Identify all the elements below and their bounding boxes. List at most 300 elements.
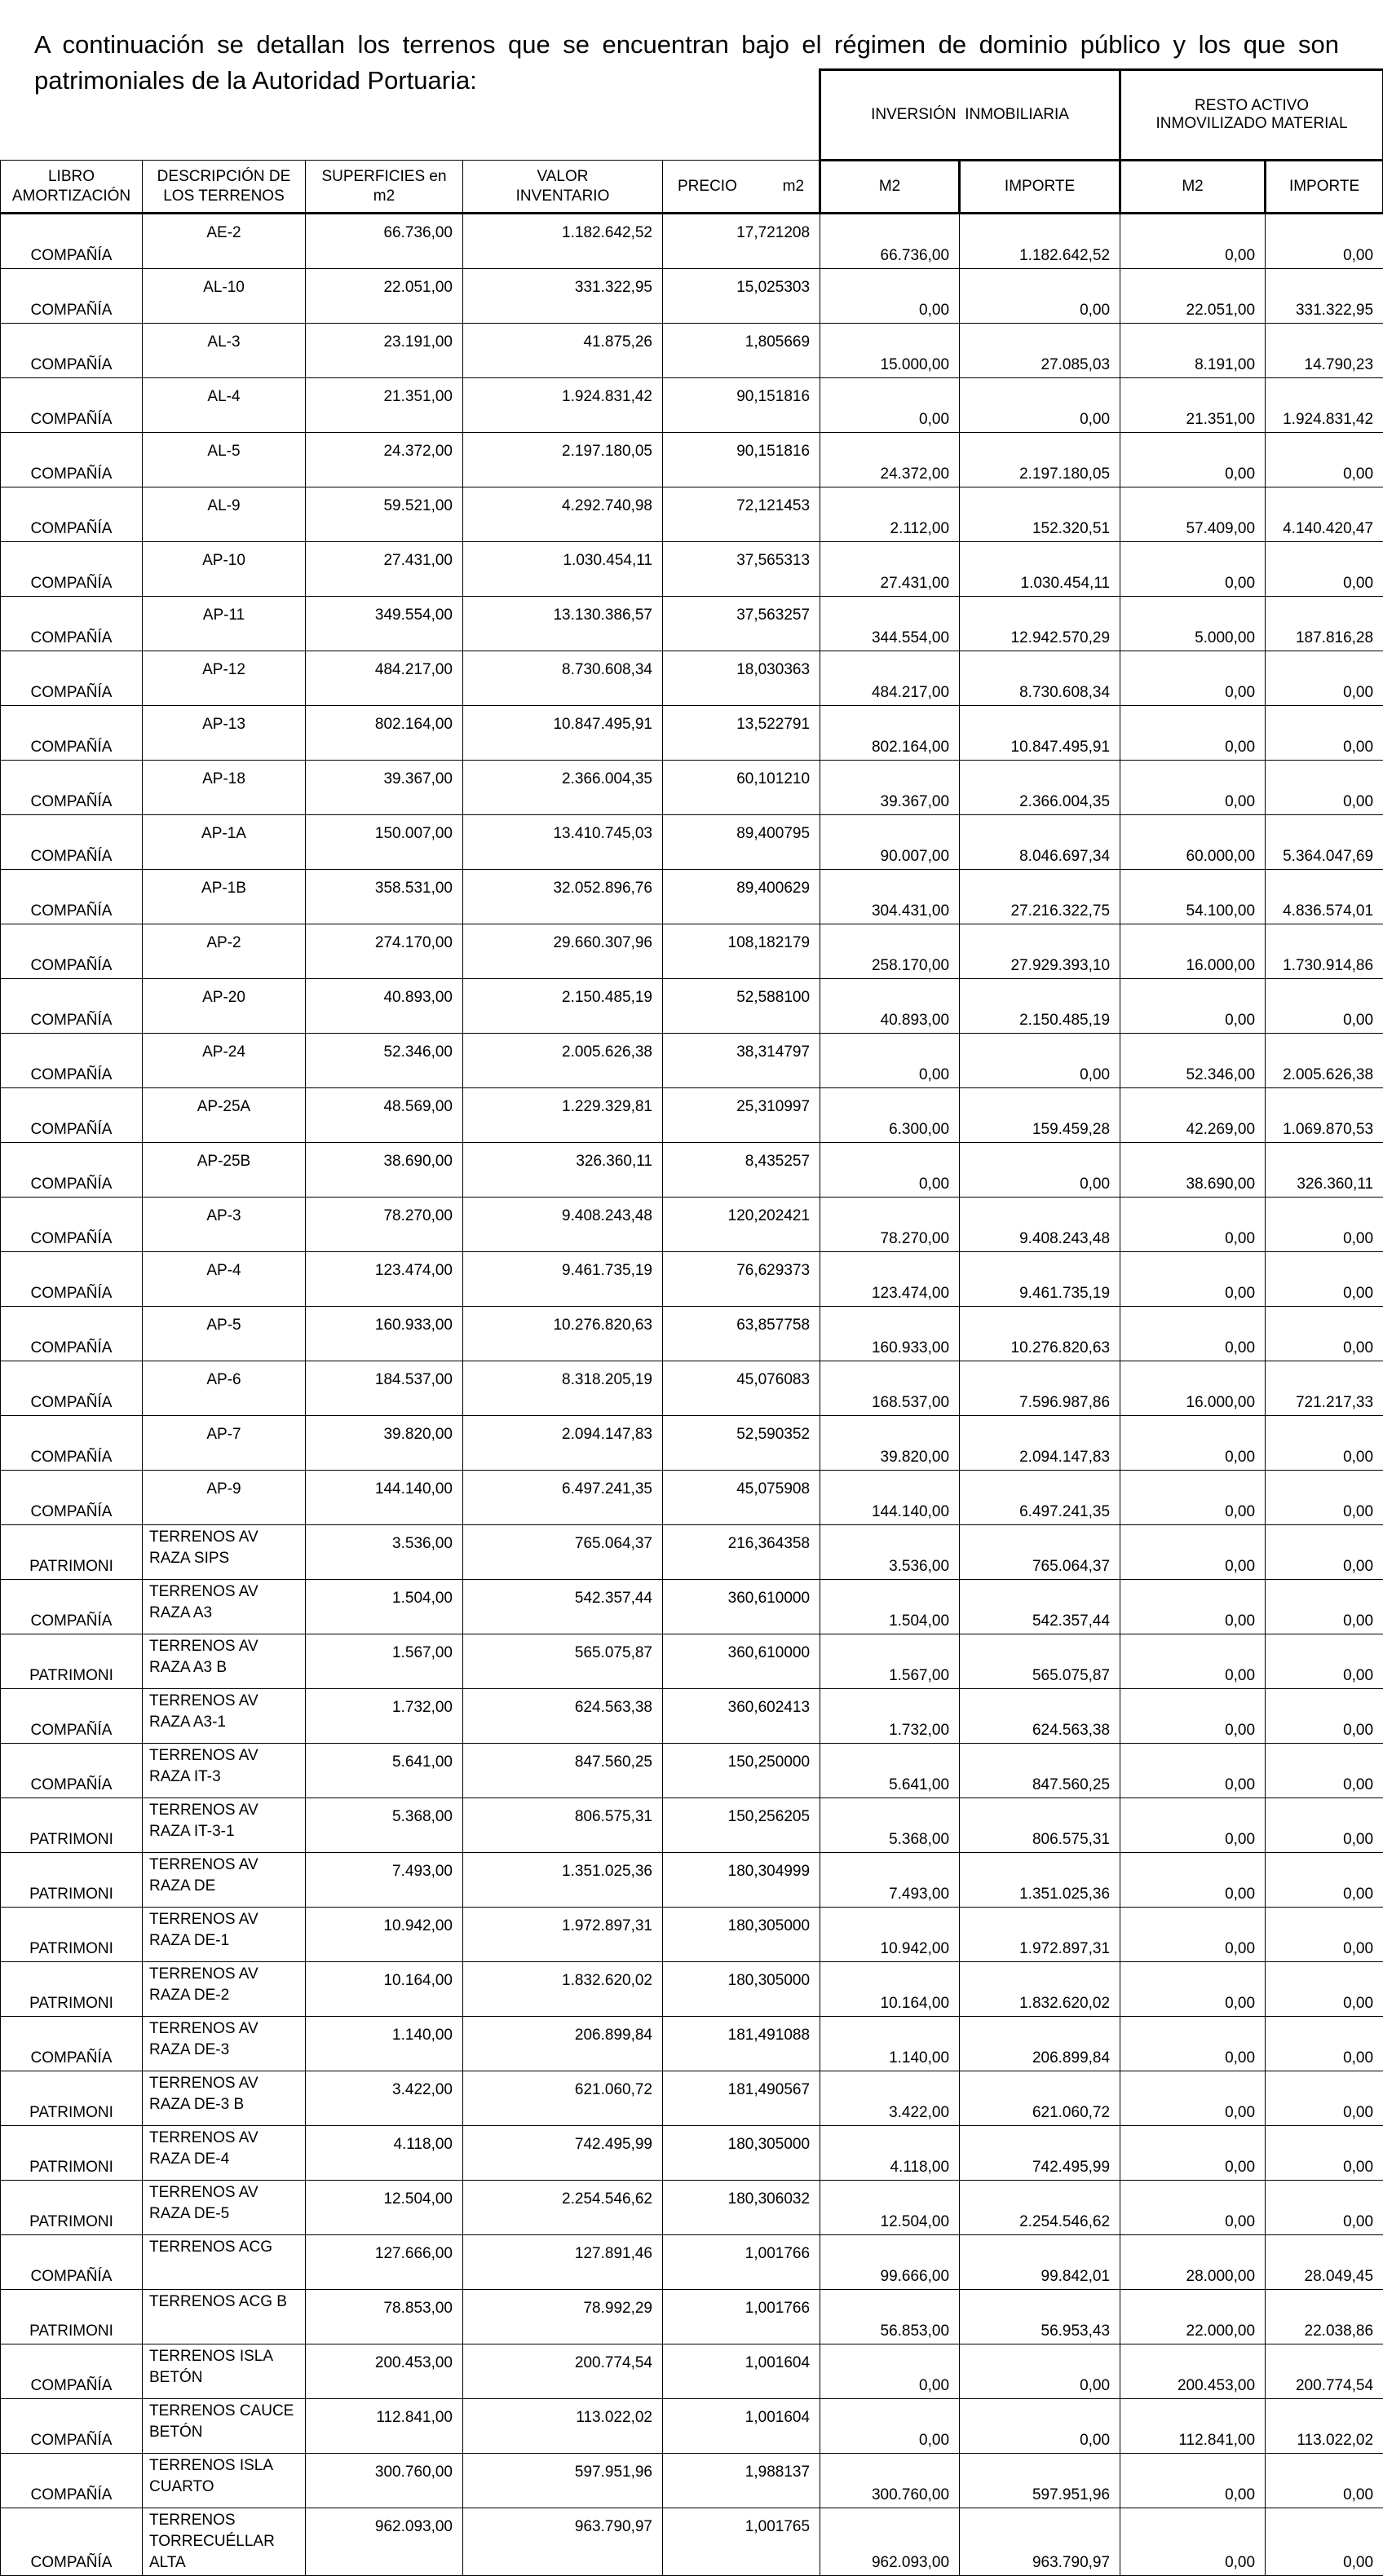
cell-precio-m2: 89,400795 [663, 815, 820, 870]
cell-libro: COMPAÑÍA [1, 924, 143, 979]
cell-precio-m2: 180,306032 [663, 2181, 820, 2235]
cell-resto-importe: 0,00 [1266, 2454, 1383, 2508]
cell-resto-m2: 0,00 [1120, 1689, 1266, 1744]
cell-resto-m2: 0,00 [1120, 1525, 1266, 1580]
cell-descripcion: TERRENOS ISLA CUARTO [143, 2454, 306, 2508]
cell-valor-inventario: 1.229.329,81 [463, 1088, 663, 1143]
cell-inversion-importe: 2.366.004,35 [960, 761, 1120, 815]
cell-inversion-importe: 56.953,43 [960, 2290, 1120, 2344]
cell-descripcion: AP-6 [143, 1361, 306, 1416]
table-row [1, 870, 1383, 924]
cell-resto-importe: 1.730.914,86 [1266, 924, 1383, 979]
cell-superficie: 349.554,00 [306, 597, 463, 651]
table-row [1, 924, 1383, 979]
cell-superficie: 127.666,00 [306, 2235, 463, 2290]
cell-superficie: 7.493,00 [306, 1853, 463, 1908]
cell-valor-inventario: 13.410.745,03 [463, 815, 663, 870]
table-row [1, 1798, 1383, 1853]
cell-precio-m2: 17,721208 [663, 214, 820, 269]
cell-inversion-m2: 344.554,00 [820, 597, 960, 651]
cell-inversion-m2: 168.537,00 [820, 1361, 960, 1416]
cell-resto-importe: 1.924.831,42 [1266, 378, 1383, 433]
cell-resto-importe: 0,00 [1266, 1252, 1383, 1307]
cell-inversion-importe: 621.060,72 [960, 2071, 1120, 2126]
cell-superficie: 1.567,00 [306, 1634, 463, 1689]
cell-resto-importe: 0,00 [1266, 1634, 1383, 1689]
cell-libro: COMPAÑÍA [1, 761, 143, 815]
cell-superficie: 40.893,00 [306, 979, 463, 1034]
cell-superficie: 24.372,00 [306, 433, 463, 487]
table-row [1, 1908, 1383, 1962]
cell-descripcion: AP-12 [143, 651, 306, 706]
table-row [1, 1034, 1383, 1088]
cell-precio-m2: 1,001604 [663, 2344, 820, 2399]
cell-libro: PATRIMONI [1, 1962, 143, 2017]
header-valor: VALOR INVENTARIO [463, 161, 663, 214]
cell-precio-m2: 181,491088 [663, 2017, 820, 2071]
cell-precio-m2: 360,610000 [663, 1634, 820, 1689]
cell-valor-inventario: 2.197.180,05 [463, 433, 663, 487]
cell-valor-inventario: 542.357,44 [463, 1580, 663, 1634]
cell-resto-m2: 0,00 [1120, 2508, 1266, 2576]
cell-inversion-importe: 159.459,28 [960, 1088, 1120, 1143]
table-row [1, 1962, 1383, 2017]
cell-superficie: 10.942,00 [306, 1908, 463, 1962]
cell-valor-inventario: 29.660.307,96 [463, 924, 663, 979]
cell-inversion-importe: 542.357,44 [960, 1580, 1120, 1634]
cell-inversion-m2: 300.760,00 [820, 2454, 960, 2508]
cell-inversion-m2: 78.270,00 [820, 1198, 960, 1252]
cell-valor-inventario: 6.497.241,35 [463, 1471, 663, 1525]
cell-libro: COMPAÑÍA [1, 2235, 143, 2290]
cell-resto-importe: 326.360,11 [1266, 1143, 1383, 1198]
cell-inversion-importe: 1.351.025,36 [960, 1853, 1120, 1908]
cell-libro: PATRIMONI [1, 2071, 143, 2126]
cell-resto-m2: 5.000,00 [1120, 597, 1266, 651]
cell-resto-m2: 28.000,00 [1120, 2235, 1266, 2290]
cell-inversion-importe: 765.064,37 [960, 1525, 1120, 1580]
cell-descripcion: AL-5 [143, 433, 306, 487]
cell-valor-inventario: 9.461.735,19 [463, 1252, 663, 1307]
cell-inversion-m2: 3.536,00 [820, 1525, 960, 1580]
cell-descripcion: AP-13 [143, 706, 306, 761]
cell-descripcion: AP-25B [143, 1143, 306, 1198]
table-row [1, 2290, 1383, 2344]
header-inversion-m2: M2 [820, 161, 960, 214]
cell-inversion-importe: 8.730.608,34 [960, 651, 1120, 706]
cell-inversion-importe: 9.461.735,19 [960, 1252, 1120, 1307]
cell-precio-m2: 180,305000 [663, 1908, 820, 1962]
cell-inversion-importe: 1.972.897,31 [960, 1908, 1120, 1962]
cell-superficie: 52.346,00 [306, 1034, 463, 1088]
cell-inversion-importe: 2.150.485,19 [960, 979, 1120, 1034]
header-precio-unit: m2 [783, 177, 804, 196]
cell-libro: COMPAÑÍA [1, 1143, 143, 1198]
cell-valor-inventario: 1.832.620,02 [463, 1962, 663, 2017]
cell-superficie: 5.368,00 [306, 1798, 463, 1853]
group-inversion-inmobiliaria: INVERSIÓN INMOBILIARIA [820, 70, 1120, 161]
cell-resto-importe: 0,00 [1266, 1471, 1383, 1525]
cell-precio-m2: 76,629373 [663, 1252, 820, 1307]
cell-precio-m2: 15,025303 [663, 269, 820, 324]
cell-inversion-importe: 27.085,03 [960, 324, 1120, 378]
cell-precio-m2: 1,001766 [663, 2235, 820, 2290]
cell-inversion-m2: 0,00 [820, 2399, 960, 2454]
cell-descripcion: TERRENOS TORRECUÉLLAR ALTA [143, 2508, 306, 2576]
cell-valor-inventario: 1.924.831,42 [463, 378, 663, 433]
cell-resto-m2: 38.690,00 [1120, 1143, 1266, 1198]
cell-valor-inventario: 113.022,02 [463, 2399, 663, 2454]
cell-inversion-m2: 5.368,00 [820, 1798, 960, 1853]
table-row [1, 815, 1383, 870]
cell-precio-m2: 181,490567 [663, 2071, 820, 2126]
cell-precio-m2: 1,001765 [663, 2508, 820, 2576]
cell-resto-m2: 0,00 [1120, 1634, 1266, 1689]
cell-superficie: 10.164,00 [306, 1962, 463, 2017]
cell-descripcion: TERRENOS AV RAZA DE-3 B [143, 2071, 306, 2126]
cell-precio-m2: 1,805669 [663, 324, 820, 378]
cell-valor-inventario: 2.254.546,62 [463, 2181, 663, 2235]
cell-resto-m2: 21.351,00 [1120, 378, 1266, 433]
cell-descripcion: AP-24 [143, 1034, 306, 1088]
table-row [1, 979, 1383, 1034]
cell-resto-m2: 54.100,00 [1120, 870, 1266, 924]
cell-inversion-importe: 0,00 [960, 2399, 1120, 2454]
cell-libro: COMPAÑÍA [1, 269, 143, 324]
cell-resto-m2: 0,00 [1120, 1962, 1266, 2017]
cell-precio-m2: 150,250000 [663, 1744, 820, 1798]
table-row [1, 1143, 1383, 1198]
cell-resto-m2: 0,00 [1120, 1853, 1266, 1908]
cell-resto-importe: 0,00 [1266, 1198, 1383, 1252]
cell-resto-m2: 0,00 [1120, 433, 1266, 487]
cell-descripcion: AP-1A [143, 815, 306, 870]
cell-libro: PATRIMONI [1, 1634, 143, 1689]
cell-inversion-m2: 12.504,00 [820, 2181, 960, 2235]
table-row [1, 2017, 1383, 2071]
cell-resto-importe: 331.322,95 [1266, 269, 1383, 324]
cell-resto-importe: 0,00 [1266, 2071, 1383, 2126]
cell-inversion-importe: 27.929.393,10 [960, 924, 1120, 979]
table-row [1, 2071, 1383, 2126]
cell-inversion-importe: 597.951,96 [960, 2454, 1120, 2508]
cell-inversion-m2: 4.118,00 [820, 2126, 960, 2181]
cell-precio-m2: 25,310997 [663, 1088, 820, 1143]
cell-libro: COMPAÑÍA [1, 979, 143, 1034]
cell-resto-m2: 0,00 [1120, 1471, 1266, 1525]
cell-resto-m2: 22.000,00 [1120, 2290, 1266, 2344]
cell-precio-m2: 72,121453 [663, 487, 820, 542]
intro-paragraph: A continuación se detallan los terrenos que se encuentran bajo el régimen de dominio público y los que son patrimoniales de la Autoridad Portuaria: [34, 27, 1339, 99]
cell-resto-m2: 0,00 [1120, 1307, 1266, 1361]
cell-inversion-m2: 802.164,00 [820, 706, 960, 761]
cell-superficie: 123.474,00 [306, 1252, 463, 1307]
cell-superficie: 5.641,00 [306, 1744, 463, 1798]
cell-valor-inventario: 742.495,99 [463, 2126, 663, 2181]
cell-libro: PATRIMONI [1, 1908, 143, 1962]
cell-inversion-m2: 3.422,00 [820, 2071, 960, 2126]
table-row [1, 651, 1383, 706]
group-resto-activo: RESTO ACTIVO INMOVILIZADO MATERIAL [1120, 70, 1383, 161]
cell-resto-importe: 28.049,45 [1266, 2235, 1383, 2290]
cell-libro: COMPAÑÍA [1, 1198, 143, 1252]
cell-libro: COMPAÑÍA [1, 1034, 143, 1088]
table-row [1, 324, 1383, 378]
cell-inversion-m2: 15.000,00 [820, 324, 960, 378]
cell-libro: COMPAÑÍA [1, 378, 143, 433]
cell-inversion-m2: 99.666,00 [820, 2235, 960, 2290]
cell-valor-inventario: 206.899,84 [463, 2017, 663, 2071]
cell-libro: COMPAÑÍA [1, 870, 143, 924]
cell-resto-importe: 0,00 [1266, 651, 1383, 706]
cell-superficie: 59.521,00 [306, 487, 463, 542]
cell-precio-m2: 150,256205 [663, 1798, 820, 1853]
cell-inversion-importe: 2.197.180,05 [960, 433, 1120, 487]
cell-resto-m2: 200.453,00 [1120, 2344, 1266, 2399]
cell-descripcion: TERRENOS AV RAZA IT-3-1 [143, 1798, 306, 1853]
cell-precio-m2: 180,305000 [663, 2126, 820, 2181]
table-row [1, 1252, 1383, 1307]
cell-resto-importe: 0,00 [1266, 761, 1383, 815]
cell-superficie: 22.051,00 [306, 269, 463, 324]
table-row [1, 2181, 1383, 2235]
cell-inversion-importe: 963.790,97 [960, 2508, 1120, 2576]
cell-libro: COMPAÑÍA [1, 651, 143, 706]
cell-descripcion: TERRENOS ACG [143, 2235, 306, 2290]
cell-inversion-m2: 2.112,00 [820, 487, 960, 542]
cell-resto-importe: 0,00 [1266, 214, 1383, 269]
cell-precio-m2: 216,364358 [663, 1525, 820, 1580]
cell-descripcion: AP-10 [143, 542, 306, 597]
group-header-row [1, 70, 1383, 161]
cell-superficie: 38.690,00 [306, 1143, 463, 1198]
cell-precio-m2: 180,305000 [663, 1962, 820, 2017]
cell-superficie: 78.853,00 [306, 2290, 463, 2344]
cell-resto-m2: 0,00 [1120, 2126, 1266, 2181]
cell-valor-inventario: 13.130.386,57 [463, 597, 663, 651]
cell-resto-m2: 0,00 [1120, 1798, 1266, 1853]
cell-valor-inventario: 8.318.205,19 [463, 1361, 663, 1416]
cell-valor-inventario: 624.563,38 [463, 1689, 663, 1744]
table-row [1, 1088, 1383, 1143]
cell-superficie: 21.351,00 [306, 378, 463, 433]
cell-resto-importe: 0,00 [1266, 1580, 1383, 1634]
cell-superficie: 1.504,00 [306, 1580, 463, 1634]
cell-descripcion: AP-5 [143, 1307, 306, 1361]
cell-valor-inventario: 1.182.642,52 [463, 214, 663, 269]
table-row [1, 706, 1383, 761]
header-precio-label: PRECIO [678, 177, 737, 196]
table-row [1, 597, 1383, 651]
cell-precio-m2: 45,076083 [663, 1361, 820, 1416]
cell-resto-m2: 52.346,00 [1120, 1034, 1266, 1088]
cell-resto-m2: 0,00 [1120, 1252, 1266, 1307]
cell-superficie: 3.536,00 [306, 1525, 463, 1580]
cell-valor-inventario: 621.060,72 [463, 2071, 663, 2126]
cell-descripcion: AL-4 [143, 378, 306, 433]
cell-libro: COMPAÑÍA [1, 2399, 143, 2454]
cell-inversion-m2: 7.493,00 [820, 1853, 960, 1908]
cell-libro: COMPAÑÍA [1, 324, 143, 378]
cell-resto-importe: 4.140.420,47 [1266, 487, 1383, 542]
cell-inversion-importe: 624.563,38 [960, 1689, 1120, 1744]
cell-inversion-importe: 0,00 [960, 378, 1120, 433]
cell-descripcion: TERRENOS AV RAZA A3 [143, 1580, 306, 1634]
cell-libro: COMPAÑÍA [1, 815, 143, 870]
cell-libro: COMPAÑÍA [1, 1361, 143, 1416]
cell-inversion-m2: 39.367,00 [820, 761, 960, 815]
cell-resto-m2: 0,00 [1120, 1416, 1266, 1471]
cell-resto-m2: 57.409,00 [1120, 487, 1266, 542]
cell-valor-inventario: 78.992,29 [463, 2290, 663, 2344]
cell-libro: PATRIMONI [1, 1798, 143, 1853]
header-resto-importe: IMPORTE [1266, 161, 1383, 214]
cell-libro: COMPAÑÍA [1, 1252, 143, 1307]
cell-valor-inventario: 326.360,11 [463, 1143, 663, 1198]
cell-descripcion: AP-25A [143, 1088, 306, 1143]
cell-resto-importe: 187.816,28 [1266, 597, 1383, 651]
cell-inversion-m2: 39.820,00 [820, 1416, 960, 1471]
cell-superficie: 4.118,00 [306, 2126, 463, 2181]
cell-descripcion: AP-1B [143, 870, 306, 924]
cell-valor-inventario: 200.774,54 [463, 2344, 663, 2399]
cell-superficie: 150.007,00 [306, 815, 463, 870]
cell-inversion-m2: 962.093,00 [820, 2508, 960, 2576]
table-row [1, 2344, 1383, 2399]
cell-valor-inventario: 41.875,26 [463, 324, 663, 378]
cell-valor-inventario: 565.075,87 [463, 1634, 663, 1689]
cell-libro: COMPAÑÍA [1, 1088, 143, 1143]
cell-resto-m2: 8.191,00 [1120, 324, 1266, 378]
cell-valor-inventario: 765.064,37 [463, 1525, 663, 1580]
cell-valor-inventario: 1.030.454,11 [463, 542, 663, 597]
cell-resto-importe: 0,00 [1266, 433, 1383, 487]
table-row [1, 542, 1383, 597]
cell-inversion-m2: 10.942,00 [820, 1908, 960, 1962]
cell-resto-importe: 0,00 [1266, 1416, 1383, 1471]
cell-libro: PATRIMONI [1, 2181, 143, 2235]
cell-precio-m2: 8,435257 [663, 1143, 820, 1198]
cell-inversion-m2: 1.567,00 [820, 1634, 960, 1689]
cell-resto-m2: 16.000,00 [1120, 1361, 1266, 1416]
cell-inversion-m2: 10.164,00 [820, 1962, 960, 2017]
cell-descripcion: TERRENOS AV RAZA DE-4 [143, 2126, 306, 2181]
header-inversion-importe: IMPORTE [960, 161, 1120, 214]
cell-superficie: 300.760,00 [306, 2454, 463, 2508]
cell-resto-m2: 0,00 [1120, 1198, 1266, 1252]
cell-valor-inventario: 847.560,25 [463, 1744, 663, 1798]
cell-precio-m2: 52,590352 [663, 1416, 820, 1471]
cell-valor-inventario: 10.847.495,91 [463, 706, 663, 761]
cell-inversion-importe: 99.842,01 [960, 2235, 1120, 2290]
cell-superficie: 78.270,00 [306, 1198, 463, 1252]
cell-resto-m2: 0,00 [1120, 1744, 1266, 1798]
cell-resto-importe: 0,00 [1266, 979, 1383, 1034]
table-row [1, 1580, 1383, 1634]
cell-descripcion: TERRENOS AV RAZA A3-1 [143, 1689, 306, 1744]
cell-resto-importe: 0,00 [1266, 2181, 1383, 2235]
cell-valor-inventario: 806.575,31 [463, 1798, 663, 1853]
cell-descripcion: TERRENOS AV RAZA SIPS [143, 1525, 306, 1580]
cell-inversion-importe: 206.899,84 [960, 2017, 1120, 2071]
cell-resto-m2: 60.000,00 [1120, 815, 1266, 870]
cell-inversion-importe: 847.560,25 [960, 1744, 1120, 1798]
cell-libro: COMPAÑÍA [1, 1307, 143, 1361]
cell-inversion-importe: 7.596.987,86 [960, 1361, 1120, 1416]
cell-valor-inventario: 8.730.608,34 [463, 651, 663, 706]
cell-resto-m2: 0,00 [1120, 1580, 1266, 1634]
cell-resto-m2: 112.841,00 [1120, 2399, 1266, 2454]
cell-resto-importe: 4.836.574,01 [1266, 870, 1383, 924]
cell-superficie: 160.933,00 [306, 1307, 463, 1361]
cell-resto-m2: 16.000,00 [1120, 924, 1266, 979]
cell-inversion-importe: 0,00 [960, 269, 1120, 324]
cell-descripcion: TERRENOS ISLA BETÓN [143, 2344, 306, 2399]
cell-inversion-m2: 0,00 [820, 1034, 960, 1088]
cell-superficie: 184.537,00 [306, 1361, 463, 1416]
table-row [1, 1361, 1383, 1416]
table-row [1, 2508, 1383, 2576]
table-row [1, 1471, 1383, 1525]
cell-precio-m2: 13,522791 [663, 706, 820, 761]
cell-resto-m2: 0,00 [1120, 2071, 1266, 2126]
cell-precio-m2: 360,602413 [663, 1689, 820, 1744]
cell-inversion-importe: 10.276.820,63 [960, 1307, 1120, 1361]
cell-resto-m2: 0,00 [1120, 979, 1266, 1034]
cell-libro: COMPAÑÍA [1, 2454, 143, 2508]
cell-precio-m2: 37,563257 [663, 597, 820, 651]
column-header-row [1, 161, 1383, 214]
cell-inversion-importe: 2.254.546,62 [960, 2181, 1120, 2235]
cell-resto-importe: 0,00 [1266, 1525, 1383, 1580]
cell-resto-importe: 2.005.626,38 [1266, 1034, 1383, 1088]
cell-precio-m2: 1,001604 [663, 2399, 820, 2454]
cell-inversion-importe: 9.408.243,48 [960, 1198, 1120, 1252]
cell-resto-m2: 0,00 [1120, 214, 1266, 269]
cell-valor-inventario: 963.790,97 [463, 2508, 663, 2576]
cell-precio-m2: 120,202421 [663, 1198, 820, 1252]
cell-valor-inventario: 32.052.896,76 [463, 870, 663, 924]
cell-libro: COMPAÑÍA [1, 1471, 143, 1525]
cell-libro: COMPAÑÍA [1, 433, 143, 487]
table-row [1, 1853, 1383, 1908]
cell-inversion-m2: 0,00 [820, 1143, 960, 1198]
cell-descripcion: TERRENOS AV RAZA DE [143, 1853, 306, 1908]
cell-inversion-importe: 806.575,31 [960, 1798, 1120, 1853]
cell-valor-inventario: 597.951,96 [463, 2454, 663, 2508]
cell-precio-m2: 37,565313 [663, 542, 820, 597]
cell-precio-m2: 45,075908 [663, 1471, 820, 1525]
cell-resto-importe: 721.217,33 [1266, 1361, 1383, 1416]
cell-superficie: 274.170,00 [306, 924, 463, 979]
cell-descripcion: AP-2 [143, 924, 306, 979]
table-row [1, 2126, 1383, 2181]
cell-precio-m2: 360,610000 [663, 1580, 820, 1634]
cell-resto-importe: 1.069.870,53 [1266, 1088, 1383, 1143]
cell-superficie: 1.732,00 [306, 1689, 463, 1744]
cell-inversion-m2: 123.474,00 [820, 1252, 960, 1307]
cell-resto-m2: 42.269,00 [1120, 1088, 1266, 1143]
cell-inversion-m2: 5.641,00 [820, 1744, 960, 1798]
cell-descripcion: AP-9 [143, 1471, 306, 1525]
cell-resto-m2: 0,00 [1120, 651, 1266, 706]
table-row [1, 1198, 1383, 1252]
cell-descripcion: TERRENOS CAUCE BETÓN [143, 2399, 306, 2454]
cell-precio-m2: 1,001766 [663, 2290, 820, 2344]
cell-resto-importe: 5.364.047,69 [1266, 815, 1383, 870]
cell-resto-importe: 0,00 [1266, 1853, 1383, 1908]
cell-descripcion: TERRENOS AV RAZA DE-3 [143, 2017, 306, 2071]
